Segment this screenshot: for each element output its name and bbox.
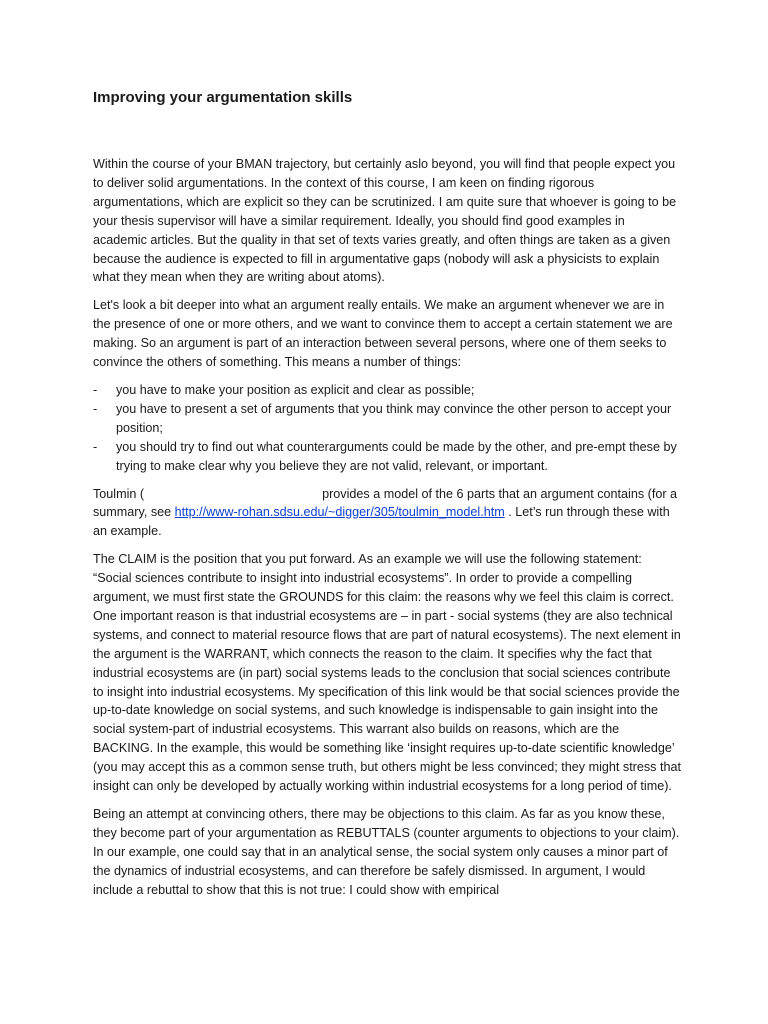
requirements-list <box>93 381 681 476</box>
toulmin-start-text: Toulmin ( <box>93 486 145 501</box>
paragraph-argument-definition: Let's look a bit deeper into what an argument really entails. We make an argument whenever we are in the presence of one or more others, and we want to convince them to accept a certain statement we are making. So an argument is part of an interaction between several persons, where one of them seeks to convince the others of something. This means a number of things: <box>93 298 673 370</box>
document-page <box>93 88 681 909</box>
list-item: - you have to present a set of arguments that you think may convince the other person to accept your position; <box>93 400 681 438</box>
paragraph-intro: Within the course of your BMAN trajectory, but certainly aslo beyond, you will find that people expect you to deliver solid argumentations. In the context of this course, I am keen on finding rigorous argumentations, which are explicit so they can be scrutinized. I am quite sure that whoever is going to be your thesis supervisor will have a similar requirement. Ideally, you should find good examples in academic articles. But the quality in that set of texts varies greatly, and often things are taken as a given because the audience is expected to fill in argumentative gaps (nobody will ask a physicists to explain what they mean when they are writing about atoms). <box>93 157 677 285</box>
paragraph-claim: The CLAIM is the position that you put forward. As an example we will use the following statement: “Social sciences contribute to insight into industrial ecosystems”. In order to provide a compelling argument, we must first state the GROUNDS for this claim: the reasons why we feel this claim is correct. One important reason is that industrial ecosystems are – in part - social systems (they are also technical systems, and connect to material resource flows that are part of natural ecosystems). The next element in the argument is the WARRANT, which connects the reason to the claim. It specifies why the fact that industrial ecosystems are (in part) social systems leads to the conclusion that social sciences contribute to insight into industrial ecosystems. My specification of this link would be that social sciences provide the up-to-date knowledge on social systems, and such knowledge is indispensable to gain insight into the social system-part of industrial ecosystems. This warrant also builds on reasons, which are the BACKING. In the example, this would be something like ‘insight requires up-to-date scientific knowledge’ (you may accept this as a common sense truth, but others might be less convinced; they might stress that insight can only be developed by actually working within industrial ecosystems for a long period of time). <box>93 552 681 794</box>
paragraph-toulmin <box>93 485 681 542</box>
document-title: Improving your argumentation skills <box>93 89 353 106</box>
toulmin-model-link[interactable]: http://www-rohan.sdsu.edu/~digger/305/toulmin_model.htm <box>174 505 505 520</box>
list-item: - you should try to find out what counterarguments could be made by the other, and pre-empt these by trying to make clear why you believe they are not valid, relevant, or important. <box>93 438 681 476</box>
toulmin-mid-text: provides a model of the 6 parts that an argument contains (for a summary, see <box>93 486 678 520</box>
paragraph-rebuttals: Being an attempt at convincing others, there may be objections to this claim. As far as you know these, they become part of your argumentation as REBUTTALS (counter arguments to objections to your claim). In our example, one could say that in an analytical sense, the social system only causes a minor part of the dynamics of industrial ecosystems, and can therefore be safely dismissed. In argument, I would include a rebuttal to show that this is not true: I could show with empirical <box>93 807 680 897</box>
toulmin-end-text: . Let’s run through these with an example. <box>93 505 670 539</box>
list-item: - you have to make your position as explicit and clear as possible; <box>93 381 681 400</box>
